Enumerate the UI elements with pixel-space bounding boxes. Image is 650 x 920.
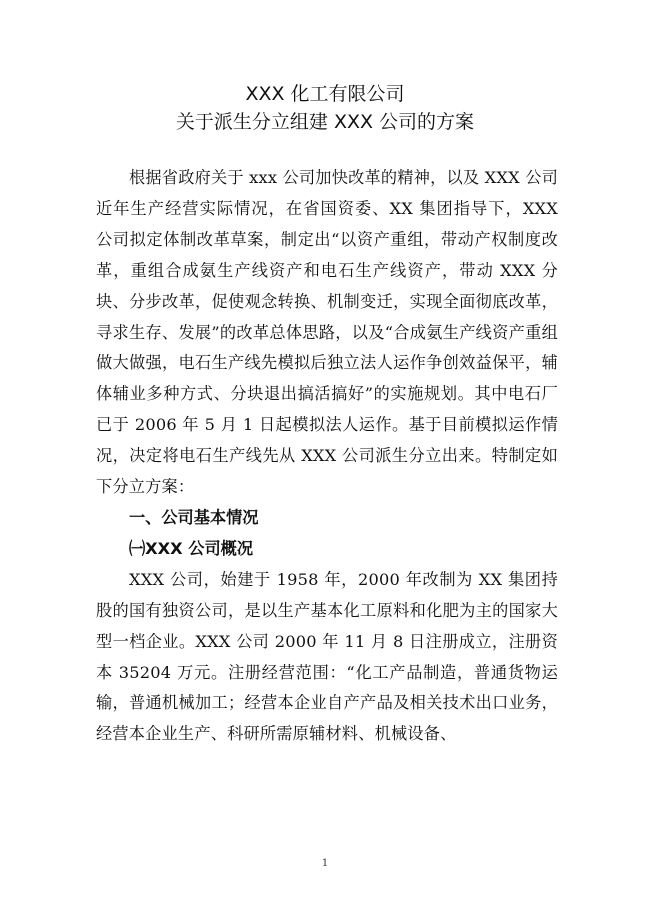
subsection-heading-overview: ㈠XXX 公司概况 bbox=[129, 538, 254, 558]
section-heading-basic-info: 一、公司基本情况 bbox=[129, 507, 259, 527]
overview-paragraph: XXX 公司，始建于 1958 年，2000 年改制为 XX 集团持股的国有独资公司，是以生产基本化工原料和化肥为主的国家大型一档企业。XXX 公司 2000 年 11 月 8 日注册成立，注册资本 35204 万元。注册经营范围：“化工产品制造，普通货物运输，普通机械加工；经营本企业自产产品及相关技术出口业务，经营本企业生产、科研所需原辅材料、机械设备、 bbox=[96, 569, 558, 744]
document-title-plan: 关于派生分立组建 XXX 公司的方案 bbox=[175, 111, 475, 133]
intro-paragraph: 根据省政府关于 xxx 公司加快改革的精神，以及 XXX 公司近年生产经营实际情况，在省国资委、XX 集团指导下，XXX 公司拟定体制改革草案，制定出“以资产重组，带动产权制度改革，重组合成氨生产线资产和电石生产线资产，带动 XXX 分块、分步改革，促使观念转换、机制变迁，实现全面彻底改革，寻求生存、发展”的改革总体思路，以及“合成氨生产线资产重组做大做强，电石生产线先模拟后独立法人运作争创效益保平，辅体辅业多种方式、分块退出搞活搞好”的实施规划。其中电石厂已于 2006 年 5 月 1 日起模拟法人运作。基于目前模拟运作情况，决定将电石生产线先从 XXX 公司派生分立出来。特制定如下分立方案： bbox=[96, 168, 558, 497]
page-number: 1 bbox=[321, 858, 329, 869]
document-body bbox=[96, 163, 558, 750]
document-title-company: XXX 化工有限公司 bbox=[245, 83, 405, 105]
